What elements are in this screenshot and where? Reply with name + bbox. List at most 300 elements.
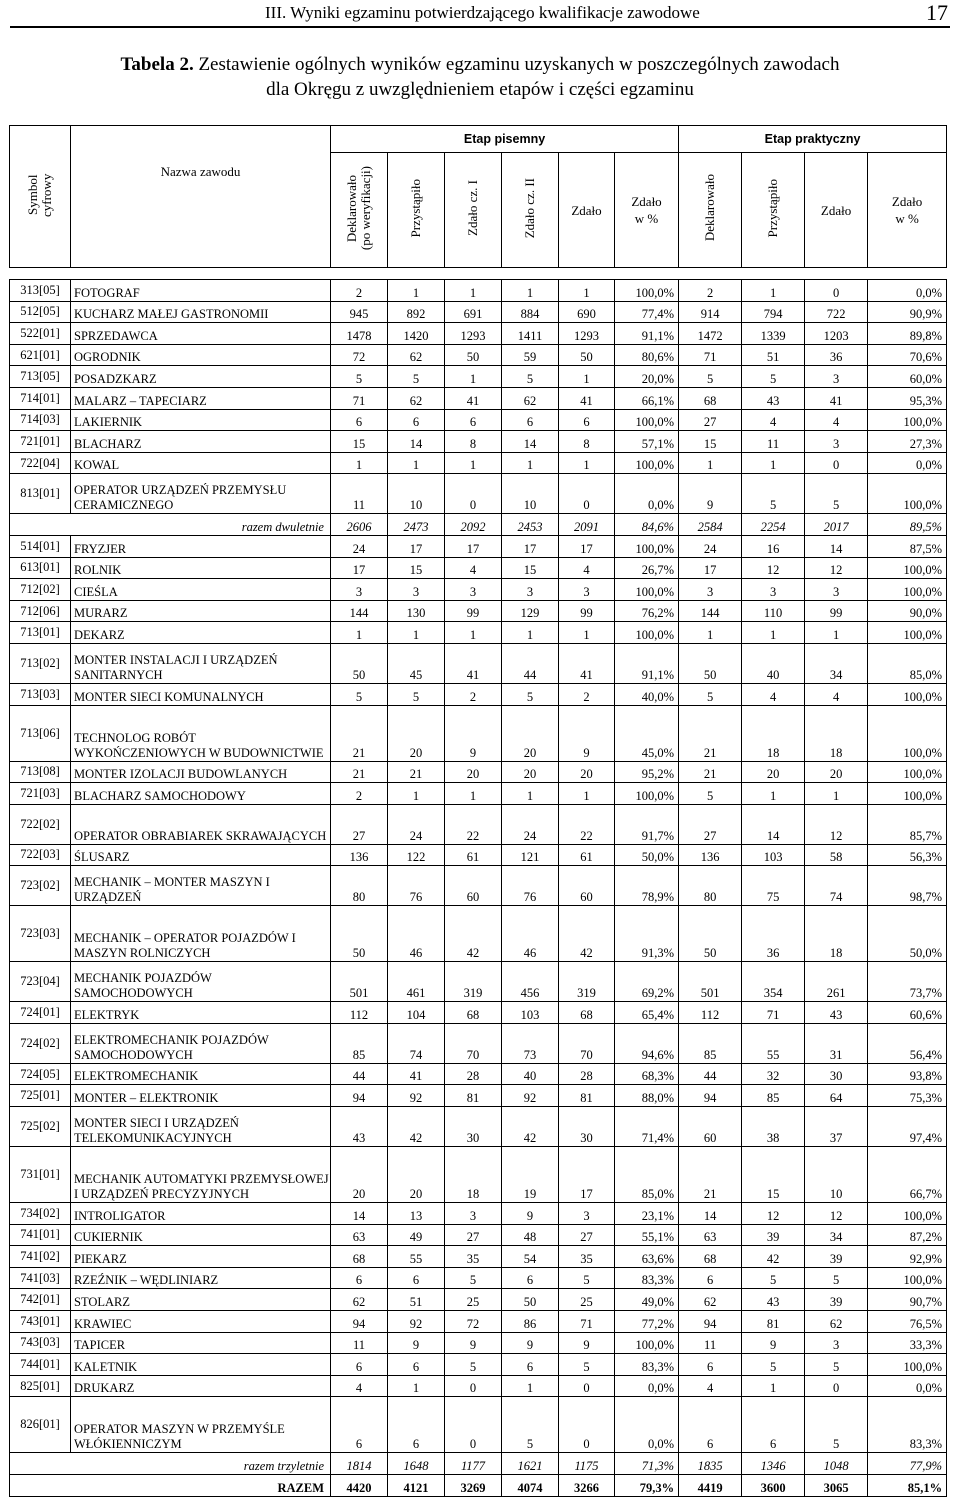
cell-value: 27,3% [868, 431, 947, 453]
cell-value: 54 [502, 1246, 559, 1268]
row-symbol: 724[02] [10, 1023, 71, 1063]
cell-value: 3266 [559, 1475, 615, 1497]
cell-value: 92 [502, 1085, 559, 1107]
cell-value: 14 [805, 535, 868, 557]
cell-value: 2 [445, 683, 502, 705]
row-symbol: 743[03] [10, 1332, 71, 1354]
row-name: TECHNOLOG ROBÓT WYKOŃCZENIOWYCH W BUDOWNICTWIE [71, 705, 331, 761]
cell-value: 81 [742, 1311, 805, 1333]
cell-value: 5 [742, 366, 805, 388]
cell-value: 2 [331, 280, 388, 302]
cell-value: 100,0% [615, 452, 679, 474]
table-row [10, 1397, 947, 1453]
page-header [10, 0, 950, 28]
cell-value: 6 [502, 409, 559, 431]
cell-value: 129 [502, 600, 559, 622]
cell-value: 1420 [388, 323, 445, 345]
cell-value: 8 [445, 431, 502, 453]
cell-value: 17 [445, 535, 502, 557]
cell-value: 100,0% [615, 409, 679, 431]
cell-value: 6 [388, 1354, 445, 1376]
cell-value: 41 [388, 1063, 445, 1085]
table-row [10, 1063, 947, 1085]
cell-value: 87,5% [868, 535, 947, 557]
cell-value: 21 [331, 705, 388, 761]
table-row [10, 962, 947, 1002]
cell-value: 27 [559, 1224, 615, 1246]
cell-value: 892 [388, 301, 445, 323]
cell-value: 5 [502, 366, 559, 388]
cell-value: 56,4% [868, 1023, 947, 1063]
cell-value: 1 [331, 452, 388, 474]
cell-value: 100,0% [615, 535, 679, 557]
cell-value: 85,0% [868, 643, 947, 683]
row-symbol: 826[01] [10, 1397, 71, 1453]
cell-value: 19 [502, 1147, 559, 1203]
cell-value: 71,3% [615, 1453, 679, 1475]
cell-value: 4 [559, 557, 615, 579]
cell-value: 3065 [805, 1475, 868, 1497]
cell-value: 3 [805, 366, 868, 388]
cell-value: 28 [445, 1063, 502, 1085]
cell-value: 79,3% [615, 1475, 679, 1497]
cell-value: 100,0% [868, 409, 947, 431]
cell-value: 14 [331, 1203, 388, 1225]
cell-value: 10 [502, 474, 559, 514]
row-symbol: 713[06] [10, 705, 71, 761]
cell-value: 70 [559, 1023, 615, 1063]
table-row [10, 1375, 947, 1397]
cell-value: 90,0% [868, 600, 947, 622]
cell-value: 76 [388, 866, 445, 906]
cell-value: 100,0% [868, 683, 947, 705]
cell-value: 35 [445, 1246, 502, 1268]
cell-value: 100,0% [868, 1354, 947, 1376]
cell-value: 77,4% [615, 301, 679, 323]
cell-value: 64 [805, 1085, 868, 1107]
cell-value: 83,3% [615, 1354, 679, 1376]
cell-value: 103 [742, 844, 805, 866]
row-symbol: 744[01] [10, 1354, 71, 1376]
cell-value: 70 [445, 1023, 502, 1063]
cell-value: 78,9% [615, 866, 679, 906]
cell-value: 15 [388, 557, 445, 579]
cell-value: 58 [805, 844, 868, 866]
cell-value: 99 [445, 600, 502, 622]
cell-value: 9 [445, 705, 502, 761]
caption-line2: dla Okręgu z uwzględnieniem etapów i części egzaminu [266, 79, 694, 100]
row-name: OPERATOR MASZYN W PRZEMYŚLE WŁÓKIENNICZYM [71, 1397, 331, 1453]
table-row [10, 600, 947, 622]
row-symbol: 825[01] [10, 1375, 71, 1397]
row-name: KRAWIEC [71, 1311, 331, 1333]
cell-value: 1346 [742, 1453, 805, 1475]
row-name: MECHANIK AUTOMATYKI PRZEMYSŁOWEJ I URZĄDZEŃ PRECYZYJNYCH [71, 1147, 331, 1203]
cell-value: 38 [742, 1107, 805, 1147]
cell-value: 12 [805, 557, 868, 579]
cell-value: 4419 [679, 1475, 742, 1497]
table-row [10, 535, 947, 557]
cell-value: 1621 [502, 1453, 559, 1475]
cell-value: 68 [445, 1002, 502, 1024]
cell-value: 3 [388, 579, 445, 601]
cell-value: 62 [502, 387, 559, 409]
cell-value: 60 [559, 866, 615, 906]
table-row [10, 844, 947, 866]
cell-value: 4121 [388, 1475, 445, 1497]
table-row [10, 1107, 947, 1147]
row-symbol: 713[02] [10, 643, 71, 683]
cell-value: 5 [805, 474, 868, 514]
cell-value: 50,0% [868, 906, 947, 962]
cell-value: 5 [742, 474, 805, 514]
cell-value: 89,5% [868, 514, 947, 536]
table-row [10, 1023, 947, 1063]
cell-value: 55 [742, 1023, 805, 1063]
row-name: CUKIERNIK [71, 1224, 331, 1246]
cell-value: 130 [388, 600, 445, 622]
cell-value: 6 [679, 1397, 742, 1453]
cell-value: 2091 [559, 514, 615, 536]
table-row [10, 1002, 947, 1024]
cell-value: 21 [388, 761, 445, 783]
cell-value: 50 [331, 643, 388, 683]
cell-value: 12 [805, 804, 868, 844]
cell-value: 80 [331, 866, 388, 906]
cell-value: 9 [559, 1332, 615, 1354]
cell-value: 34 [805, 643, 868, 683]
cell-value: 88,0% [615, 1085, 679, 1107]
cell-value: 18 [805, 705, 868, 761]
row-name: FOTOGRAF [71, 280, 331, 302]
row-name: MONTER INSTALACJI I URZĄDZEŃ SANITARNYCH [71, 643, 331, 683]
cell-value: 1 [502, 622, 559, 644]
cell-value: 94 [331, 1311, 388, 1333]
row-symbol: 721[03] [10, 783, 71, 805]
cell-value: 6 [559, 409, 615, 431]
cell-value: 9 [742, 1332, 805, 1354]
cell-value: 60,6% [868, 1002, 947, 1024]
cell-value: 20 [559, 761, 615, 783]
cell-value: 501 [679, 962, 742, 1002]
cell-value: 5 [742, 1354, 805, 1376]
cell-value: 1 [559, 366, 615, 388]
cell-value: 100,0% [868, 1267, 947, 1289]
table-row [10, 1246, 947, 1268]
cell-value: 68,3% [615, 1063, 679, 1085]
cell-value: 30 [805, 1063, 868, 1085]
cell-value: 2473 [388, 514, 445, 536]
row-name: OPERATOR URZĄDZEŃ PRZEMYSŁU CERAMICZNEGO [71, 474, 331, 514]
cell-value: 0 [559, 1375, 615, 1397]
table-row [10, 705, 947, 761]
cell-value: 68 [679, 387, 742, 409]
cell-value: 10 [388, 474, 445, 514]
cell-value: 100,0% [868, 474, 947, 514]
cell-value: 76,2% [615, 600, 679, 622]
cell-value: 24 [331, 535, 388, 557]
subtotal-row [10, 514, 947, 536]
cell-value: 72 [445, 1311, 502, 1333]
cell-value: 4 [331, 1375, 388, 1397]
cell-value: 9 [502, 1332, 559, 1354]
row-name: LAKIERNIK [71, 409, 331, 431]
cell-value: 17 [559, 535, 615, 557]
table-row [10, 643, 947, 683]
cell-value: 12 [805, 1203, 868, 1225]
cell-value: 100,0% [868, 557, 947, 579]
cell-value: 36 [805, 344, 868, 366]
table-row [10, 557, 947, 579]
cell-value: 27 [679, 409, 742, 431]
cell-value: 9 [679, 474, 742, 514]
cell-value: 6 [388, 1397, 445, 1453]
cell-value: 4 [805, 409, 868, 431]
row-name: MECHANIK – OPERATOR POJAZDÓW I MASZYN ROLNICZYCH [71, 906, 331, 962]
cell-value: 21 [679, 1147, 742, 1203]
cell-value: 20 [388, 1147, 445, 1203]
cell-value: 17 [502, 535, 559, 557]
cell-value: 5 [679, 783, 742, 805]
cell-value: 0 [445, 474, 502, 514]
cell-value: 39 [805, 1289, 868, 1311]
col-passed-pct: Zdało w % [615, 153, 679, 268]
cell-value: 91,1% [615, 643, 679, 683]
cell-value: 45 [388, 643, 445, 683]
cell-value: 65,4% [615, 1002, 679, 1024]
cell-value: 83,3% [868, 1397, 947, 1453]
row-name: ELEKTROMECHANIK [71, 1063, 331, 1085]
table-row [10, 1267, 947, 1289]
cell-value: 30 [445, 1107, 502, 1147]
row-symbol: 743[01] [10, 1311, 71, 1333]
cell-value: 98,7% [868, 866, 947, 906]
cell-value: 103 [502, 1002, 559, 1024]
cell-value: 83,3% [615, 1267, 679, 1289]
cell-value: 1293 [445, 323, 502, 345]
cell-value: 14 [679, 1203, 742, 1225]
cell-value: 1203 [805, 323, 868, 345]
table-row [10, 1289, 947, 1311]
cell-value: 50,0% [615, 844, 679, 866]
row-name: BLACHARZ SAMOCHODOWY [71, 783, 331, 805]
table-row [10, 683, 947, 705]
cell-value: 94,6% [615, 1023, 679, 1063]
table-body [10, 280, 947, 1497]
cell-value: 27 [445, 1224, 502, 1246]
cell-value: 5 [805, 1397, 868, 1453]
cell-value: 42 [742, 1246, 805, 1268]
cell-value: 32 [742, 1063, 805, 1085]
cell-value: 1 [388, 452, 445, 474]
cell-value: 3600 [742, 1475, 805, 1497]
cell-value: 1 [331, 622, 388, 644]
cell-value: 3 [679, 579, 742, 601]
cell-value: 0,0% [868, 280, 947, 302]
cell-value: 94 [679, 1085, 742, 1107]
cell-value: 94 [679, 1311, 742, 1333]
cell-value: 1175 [559, 1453, 615, 1475]
cell-value: 50 [502, 1289, 559, 1311]
total-label: RAZEM [10, 1475, 331, 1497]
cell-value: 6 [388, 1267, 445, 1289]
cell-value: 40 [502, 1063, 559, 1085]
cell-value: 71,4% [615, 1107, 679, 1147]
cell-value: 12 [742, 557, 805, 579]
cell-value: 100,0% [615, 622, 679, 644]
cell-value: 2017 [805, 514, 868, 536]
cell-value: 1 [559, 783, 615, 805]
cell-value: 4 [445, 557, 502, 579]
cell-value: 0,0% [615, 474, 679, 514]
cell-value: 39 [742, 1224, 805, 1246]
cell-value: 43 [742, 387, 805, 409]
cell-value: 17 [388, 535, 445, 557]
cell-value: 63 [331, 1224, 388, 1246]
row-name: KALETNIK [71, 1354, 331, 1376]
cell-value: 81 [445, 1085, 502, 1107]
cell-value: 1177 [445, 1453, 502, 1475]
cell-value: 31 [805, 1023, 868, 1063]
cell-value: 3 [805, 431, 868, 453]
cell-value: 15 [502, 557, 559, 579]
cell-value: 86 [502, 1311, 559, 1333]
row-name: KOWAL [71, 452, 331, 474]
cell-value: 8 [559, 431, 615, 453]
cell-value: 40 [742, 643, 805, 683]
cell-value: 1 [742, 1375, 805, 1397]
cell-value: 1 [388, 280, 445, 302]
cell-value: 3 [805, 579, 868, 601]
cell-value: 17 [679, 557, 742, 579]
cell-value: 43 [742, 1289, 805, 1311]
cell-value: 5 [388, 683, 445, 705]
cell-value: 70,6% [868, 344, 947, 366]
cell-value: 100,0% [868, 1203, 947, 1225]
cell-value: 62 [805, 1311, 868, 1333]
cell-value: 69,2% [615, 962, 679, 1002]
cell-value: 91,3% [615, 906, 679, 962]
col-passed: Zdało [559, 153, 615, 268]
cell-value: 3 [559, 579, 615, 601]
cell-value: 4 [742, 409, 805, 431]
row-symbol: 741[01] [10, 1224, 71, 1246]
cell-value: 95,2% [615, 761, 679, 783]
cell-value: 92 [388, 1311, 445, 1333]
cell-value: 17 [331, 557, 388, 579]
page-number: 17 [926, 0, 948, 25]
cell-value: 21 [679, 705, 742, 761]
cell-value: 4 [742, 683, 805, 705]
cell-value: 1 [742, 783, 805, 805]
row-symbol: 723[03] [10, 906, 71, 962]
cell-value: 71 [742, 1002, 805, 1024]
subtotal-label: razem trzyletnie [10, 1453, 331, 1475]
cell-value: 5 [445, 1267, 502, 1289]
cell-value: 61 [559, 844, 615, 866]
cell-value: 50 [445, 344, 502, 366]
cell-value: 74 [388, 1023, 445, 1063]
row-symbol: 713[01] [10, 622, 71, 644]
cell-value: 1 [805, 622, 868, 644]
cell-value: 1339 [742, 323, 805, 345]
cell-value: 15 [331, 431, 388, 453]
cell-value: 112 [331, 1002, 388, 1024]
cell-value: 55 [388, 1246, 445, 1268]
cell-value: 62 [388, 344, 445, 366]
cell-value: 3 [742, 579, 805, 601]
cell-value: 35 [559, 1246, 615, 1268]
table-row [10, 409, 947, 431]
cell-value: 6 [679, 1267, 742, 1289]
cell-value: 20 [742, 761, 805, 783]
col-symbol: Symbol cyfrowy [10, 126, 71, 268]
table-row [10, 301, 947, 323]
cell-value: 99 [559, 600, 615, 622]
row-symbol: 512[05] [10, 301, 71, 323]
cell-value: 1 [679, 622, 742, 644]
cell-value: 112 [679, 1002, 742, 1024]
cell-value: 100,0% [868, 705, 947, 761]
subtotal-label: razem dwuletnie [10, 514, 331, 536]
group-written: Etap pisemny [331, 126, 679, 153]
row-name: SPRZEDAWCA [71, 323, 331, 345]
row-name: MONTER IZOLACJI BUDOWLANYCH [71, 761, 331, 783]
cell-value: 66,7% [868, 1147, 947, 1203]
cell-value: 16 [742, 535, 805, 557]
row-name: INTROLIGATOR [71, 1203, 331, 1225]
cell-value: 100,0% [615, 280, 679, 302]
cell-value: 30 [559, 1107, 615, 1147]
row-name: DRUKARZ [71, 1375, 331, 1397]
cell-value: 85 [742, 1085, 805, 1107]
table-row [10, 344, 947, 366]
cell-value: 55,1% [615, 1224, 679, 1246]
cell-value: 23,1% [615, 1203, 679, 1225]
cell-value: 14 [502, 431, 559, 453]
cell-value: 1 [502, 1375, 559, 1397]
cell-value: 5 [559, 1354, 615, 1376]
cell-value: 3 [559, 1203, 615, 1225]
cell-value: 691 [445, 301, 502, 323]
table-row [10, 452, 947, 474]
col-p-pct: Zdało w % [868, 153, 947, 268]
cell-value: 319 [559, 962, 615, 1002]
cell-value: 13 [388, 1203, 445, 1225]
cell-value: 144 [679, 600, 742, 622]
cell-value: 1 [742, 280, 805, 302]
row-symbol: 722[02] [10, 804, 71, 844]
cell-value: 60 [445, 866, 502, 906]
cell-value: 2453 [502, 514, 559, 536]
cell-value: 3 [331, 579, 388, 601]
cell-value: 2584 [679, 514, 742, 536]
cell-value: 41 [805, 387, 868, 409]
table-row [10, 906, 947, 962]
cell-value: 15 [679, 431, 742, 453]
cell-value: 1814 [331, 1453, 388, 1475]
table-row [10, 474, 947, 514]
cell-value: 794 [742, 301, 805, 323]
cell-value: 62 [331, 1289, 388, 1311]
cell-value: 77,2% [615, 1311, 679, 1333]
cell-value: 14 [388, 431, 445, 453]
cell-value: 1 [445, 366, 502, 388]
cell-value: 44 [679, 1063, 742, 1085]
cell-value: 20 [388, 705, 445, 761]
cell-value: 1293 [559, 323, 615, 345]
row-name: OPERATOR OBRABIAREK SKRAWAJĄCYCH [71, 804, 331, 844]
